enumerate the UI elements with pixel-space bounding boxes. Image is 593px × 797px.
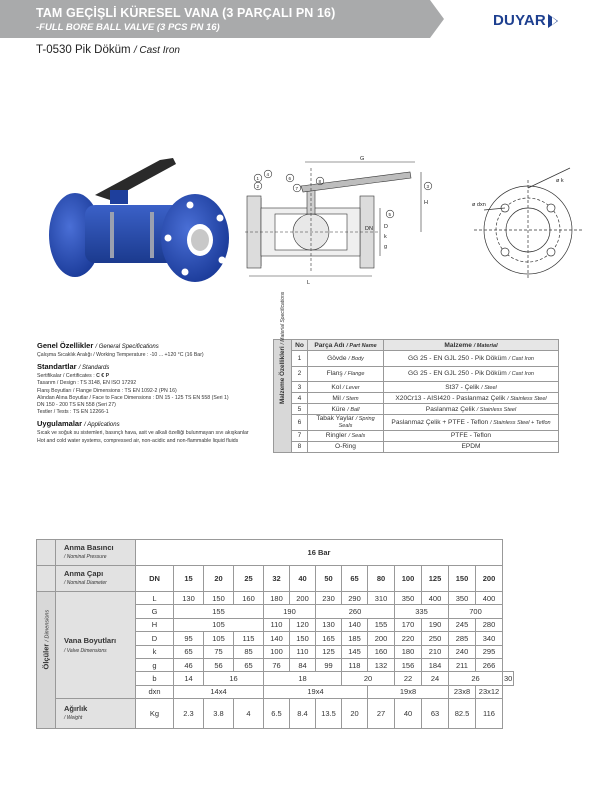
table-row: G 155 190 260 335 700 bbox=[37, 605, 514, 618]
table-row: 5 Küre / Ball Paslanmaz Çelik / Stainless Steel bbox=[274, 404, 559, 415]
dn-row: Anma Çapı / Nominal Diameter DN 15 20 25 32 40 50 65 80 100 125 150 200 bbox=[37, 566, 514, 592]
pressure-value: 16 Bar bbox=[136, 540, 503, 566]
dim-label-DN: DN bbox=[365, 226, 373, 232]
model-name: T-0530 Pik Döküm bbox=[36, 44, 131, 56]
standards-line: DN 150 - 200 TS EN 558 (Seri 27) bbox=[37, 402, 116, 409]
dim-label-g: g bbox=[384, 244, 388, 250]
table-row: g 46 56 65 76 84 99 118 132 156 184 211 266 bbox=[37, 658, 514, 671]
dimensions-table bbox=[36, 539, 514, 729]
callout-3: 3 bbox=[426, 184, 430, 189]
table-row: D 95 105 115 140 150 165 185 200 220 250 285 340 bbox=[37, 632, 514, 645]
standards-line: Tasarım / Design : TS 3148, EN ISO 17292 bbox=[37, 380, 137, 387]
section-drawing bbox=[245, 148, 455, 288]
valve-photo bbox=[40, 150, 245, 285]
specifications-block bbox=[37, 338, 267, 445]
callout-1: 1 bbox=[256, 176, 260, 181]
callout-2: 2 bbox=[256, 184, 260, 189]
callout-6: 6 bbox=[288, 176, 292, 181]
dim-label-D: D bbox=[384, 224, 388, 230]
callout-4: 4 bbox=[266, 172, 270, 177]
dim-label-G: G bbox=[360, 156, 365, 162]
materials-table bbox=[273, 291, 559, 453]
callout-5: 5 bbox=[388, 212, 392, 217]
header-band bbox=[0, 0, 430, 38]
page-subtitle: -FULL BORE BALL VALVE (3 PCS PN 16) bbox=[36, 22, 220, 33]
standards-heading: Standartlar / Standards bbox=[37, 362, 110, 372]
materials-side-label: Malzeme Özellikleri / Material Specifications bbox=[274, 340, 292, 453]
page-title: TAM GEÇİŞLİ KÜRESEL VANA (3 PARÇALI PN 16) bbox=[36, 6, 336, 20]
general-specs-heading: Genel Özellikler / General Specifications bbox=[37, 341, 159, 350]
table-row: H 105 110 120 130 140 155 170 190 245 280 bbox=[37, 618, 514, 631]
callout-8: 8 bbox=[318, 179, 322, 184]
callout-7: 7 bbox=[295, 186, 299, 191]
col-no: No bbox=[292, 340, 308, 351]
table-row: 3 Kol / Lever St37 - Çelik / Steel bbox=[274, 382, 559, 393]
table-row: 8 O-Ring EPDM bbox=[274, 441, 559, 452]
certificates-line: Sertifikalar / Certificates : C € P bbox=[37, 373, 110, 380]
table-row: b 14 16 18 20 22 24 26 30 bbox=[37, 672, 514, 685]
working-temperature: Çalışma Sıcaklık Aralığı / Working Temperature : -10 ... +120 °C (16 Bar) bbox=[37, 352, 204, 358]
model-line bbox=[36, 44, 180, 56]
certificate-marks: C € P bbox=[96, 373, 110, 380]
table-row: Ölçüler / Dimensions Vana Boyutları / Valve Dimensions L 130 150 160 180 200 230 290 310 350 400 350 400 bbox=[37, 592, 514, 605]
model-name-en: / Cast Iron bbox=[133, 45, 180, 56]
table-row: k 65 75 85 100 110 125 145 160 180 210 240 295 bbox=[37, 645, 514, 658]
table-row: 1 Gövde / Body GG 25 - EN GJL 250 - Pik Döküm / Cast Iron bbox=[274, 351, 559, 367]
weight-label: Ağırlık / Weight bbox=[56, 699, 136, 729]
table-row: 7 Ringler / Seals PTFE - Teflon bbox=[274, 430, 559, 441]
dim-label-ok: ø k bbox=[556, 178, 564, 184]
applications-heading: Uygulamalar / Applications bbox=[37, 419, 120, 429]
col-material: Malzeme / Material bbox=[384, 340, 559, 351]
brand-mark-icon bbox=[546, 12, 560, 30]
dim-label-H: H bbox=[424, 200, 428, 206]
weight-row: Ağırlık / Weight Kg 2.3 3.8 4 6.5 8.4 13.5 20 27 40 63 82.5 116 bbox=[37, 699, 514, 729]
standards-line: Testler / Tests : TS EN 12266-1 bbox=[37, 409, 109, 416]
table-row: 4 Mil / Stem X20Cr13 - AISI420 - Paslanmaz Çelik / Stainless Steel bbox=[274, 393, 559, 404]
pressure-row bbox=[37, 540, 514, 566]
col-part: Parça Adı / Part Name bbox=[308, 340, 384, 351]
dim-label-k: k bbox=[384, 234, 387, 240]
dim-label-L: L bbox=[307, 280, 311, 286]
table-row: 6 Tabak Yaylar / Spring Seals Paslanmaz Çelik + PTFE - Teflon / Stainless Steel + Teflon bbox=[274, 415, 559, 431]
dimensions-side-label: Ölçüler / Dimensions bbox=[37, 592, 56, 729]
standards-line: Flanş Boyutları / Flange Dimensions : TS EN 1092-2 (PN 16) bbox=[37, 387, 177, 394]
table-row: dxn 14x4 19x4 19x8 23x8 23x12 bbox=[37, 685, 514, 698]
front-view-drawing bbox=[470, 148, 585, 288]
valve-dimensions-label: Vana Boyutları / Valve Dimensions bbox=[56, 592, 136, 699]
table-row: 2 Flanş / Flange GG 25 - EN GJL 250 - Pik Döküm / Cast Iron bbox=[274, 366, 559, 382]
brand-logo: DUYAR bbox=[493, 12, 546, 29]
pressure-label: Anma Basıncı / Nominal Pressure bbox=[56, 540, 136, 566]
standards-line: Alından Alına Boyutlar / Face to Face Dimensions : DN 15 - 125 TS EN 558 (Seri 1) bbox=[37, 394, 229, 401]
applications-line: Hot and cold water systems, compressed air, non-acidic and non-flammable liquid fluids bbox=[37, 437, 239, 444]
dim-label-odxn: ø dxn bbox=[472, 202, 486, 208]
diameter-label: Anma Çapı / Nominal Diameter bbox=[56, 566, 136, 592]
applications-line: Sıcak ve soğuk su sistemleri, basınçlı hava, asit ve alkali özelliği bulunmayan sıvı akışkanlar bbox=[37, 430, 249, 437]
